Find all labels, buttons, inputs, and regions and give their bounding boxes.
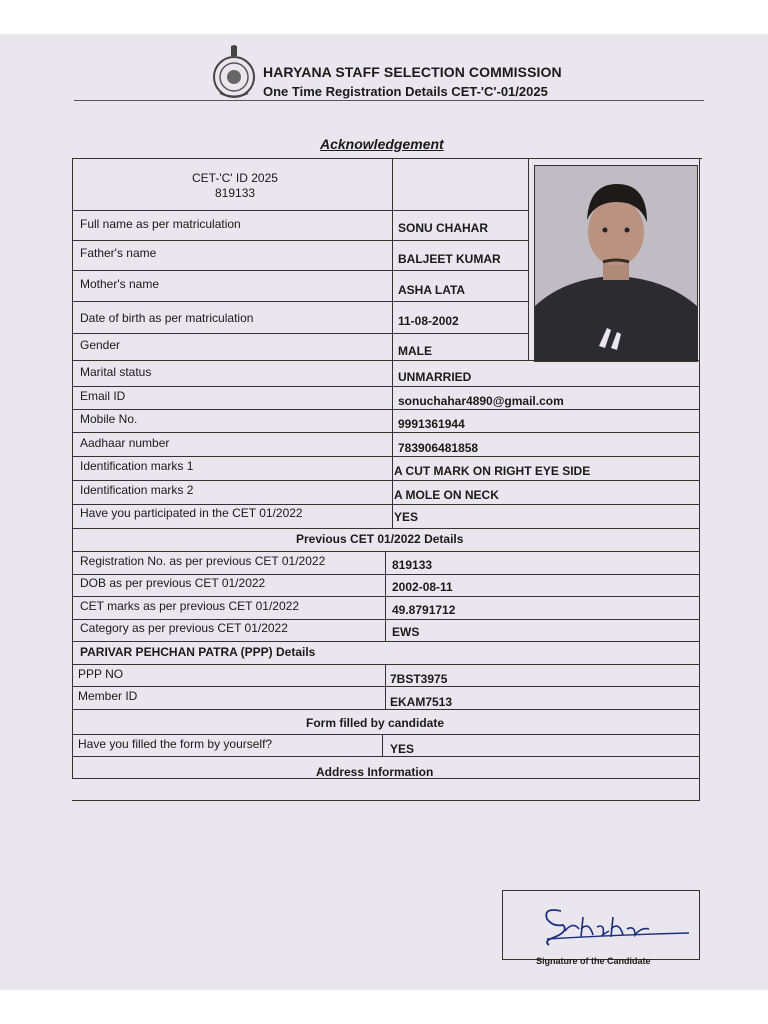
marital-status-label: Marital status bbox=[80, 365, 152, 379]
email-value: sonuchahar4890@gmail.com bbox=[398, 394, 564, 408]
column-divider bbox=[382, 734, 383, 756]
dob-value: 11-08-2002 bbox=[398, 314, 459, 328]
prev-registration-label: Registration No. as per previous CET 01/2022 bbox=[80, 554, 326, 568]
participated-cet-label: Have you participated in the CET 01/2022 bbox=[80, 506, 303, 520]
gender-label: Gender bbox=[80, 338, 121, 352]
haryana-emblem-icon bbox=[210, 44, 258, 100]
row-line bbox=[72, 641, 699, 642]
row-line bbox=[72, 504, 699, 505]
previous-cet-heading: Previous CET 01/2022 Details bbox=[296, 532, 464, 546]
registration-subtitle: One Time Registration Details CET-'C'-01/2025 bbox=[263, 84, 548, 99]
filled-by-self-label: Have you filled the form by yourself? bbox=[78, 737, 273, 751]
prev-marks-value: 49.8791712 bbox=[392, 603, 456, 617]
page-title: Acknowledgement bbox=[320, 136, 444, 152]
father-name-value: BALJEET KUMAR bbox=[398, 252, 501, 266]
row-line bbox=[72, 210, 528, 211]
prev-registration-value: 819133 bbox=[392, 558, 433, 572]
candidate-signature bbox=[503, 891, 699, 959]
mother-name-label: Mother's name bbox=[80, 277, 159, 291]
row-line bbox=[72, 270, 528, 271]
marital-status-value: UNMARRIED bbox=[398, 370, 472, 384]
full-name-label: Full name as per matriculation bbox=[80, 217, 241, 231]
header-divider bbox=[74, 100, 704, 101]
table-border-bottom bbox=[72, 800, 700, 801]
row-line bbox=[72, 432, 699, 433]
row-line bbox=[72, 456, 699, 457]
row-line bbox=[72, 333, 528, 334]
row-line bbox=[72, 596, 699, 597]
row-line bbox=[72, 574, 699, 575]
mobile-value: 9991361944 bbox=[398, 417, 465, 431]
acknowledgement-table bbox=[72, 158, 702, 800]
participated-cet-value: YES bbox=[394, 510, 419, 524]
identification-mark-2-label: Identification marks 2 bbox=[80, 483, 194, 497]
table-border-left bbox=[72, 158, 73, 778]
identification-mark-1-value: A CUT MARK ON RIGHT EYE SIDE bbox=[394, 464, 591, 478]
ppp-no-label: PPP NO bbox=[78, 667, 124, 681]
candidate-photo bbox=[534, 165, 698, 362]
row-line bbox=[72, 664, 699, 665]
address-heading: Address Information bbox=[316, 765, 434, 779]
table-border-right bbox=[699, 158, 700, 800]
row-line bbox=[72, 301, 528, 302]
signature-box bbox=[502, 890, 700, 960]
full-name-value: SONU CHAHAR bbox=[398, 221, 488, 235]
signature-caption: Signature of the Candidate bbox=[536, 956, 651, 966]
prev-dob-value: 2002-08-11 bbox=[392, 580, 453, 594]
prev-category-label: Category as per previous CET 01/2022 bbox=[80, 621, 288, 635]
member-id-label: Member ID bbox=[78, 689, 138, 703]
gender-value: MALE bbox=[398, 344, 432, 358]
ppp-heading: PARIVAR PEHCHAN PATRA (PPP) Details bbox=[80, 645, 316, 659]
aadhaar-value: 783906481858 bbox=[398, 441, 479, 455]
row-line bbox=[72, 756, 699, 757]
aadhaar-label: Aadhaar number bbox=[80, 436, 170, 450]
row-line bbox=[72, 619, 699, 620]
table-border-top bbox=[72, 158, 702, 159]
email-label: Email ID bbox=[80, 389, 126, 403]
identification-mark-1-label: Identification marks 1 bbox=[80, 459, 194, 473]
row-line bbox=[72, 409, 699, 410]
row-line bbox=[72, 480, 699, 481]
row-line bbox=[72, 686, 699, 687]
member-id-value: EKAM7513 bbox=[390, 695, 453, 709]
prev-marks-label: CET marks as per previous CET 01/2022 bbox=[80, 599, 299, 613]
prev-dob-label: DOB as per previous CET 01/2022 bbox=[80, 576, 266, 590]
prev-category-value: EWS bbox=[392, 625, 420, 639]
row-line bbox=[72, 240, 528, 241]
father-name-label: Father's name bbox=[80, 246, 157, 260]
ppp-no-value: 7BST3975 bbox=[390, 672, 448, 686]
row-line bbox=[72, 734, 699, 735]
dob-label: Date of birth as per matriculation bbox=[80, 311, 254, 325]
column-divider bbox=[392, 158, 393, 528]
mother-name-value: ASHA LATA bbox=[398, 283, 466, 297]
row-line bbox=[72, 551, 699, 552]
identification-mark-2-value: A MOLE ON NECK bbox=[394, 488, 499, 502]
cet-id-value: 819133 bbox=[215, 186, 256, 200]
row-line bbox=[72, 528, 699, 529]
filled-by-self-value: YES bbox=[390, 742, 415, 756]
form-filled-heading: Form filled by candidate bbox=[306, 716, 445, 730]
row-line bbox=[72, 386, 699, 387]
mobile-label: Mobile No. bbox=[80, 412, 138, 426]
cet-id-label: CET-'C' ID 2025 bbox=[192, 171, 278, 185]
organization-name: HARYANA STAFF SELECTION COMMISSION bbox=[263, 64, 562, 80]
row-line bbox=[72, 709, 699, 710]
photo-column-divider bbox=[528, 158, 529, 360]
